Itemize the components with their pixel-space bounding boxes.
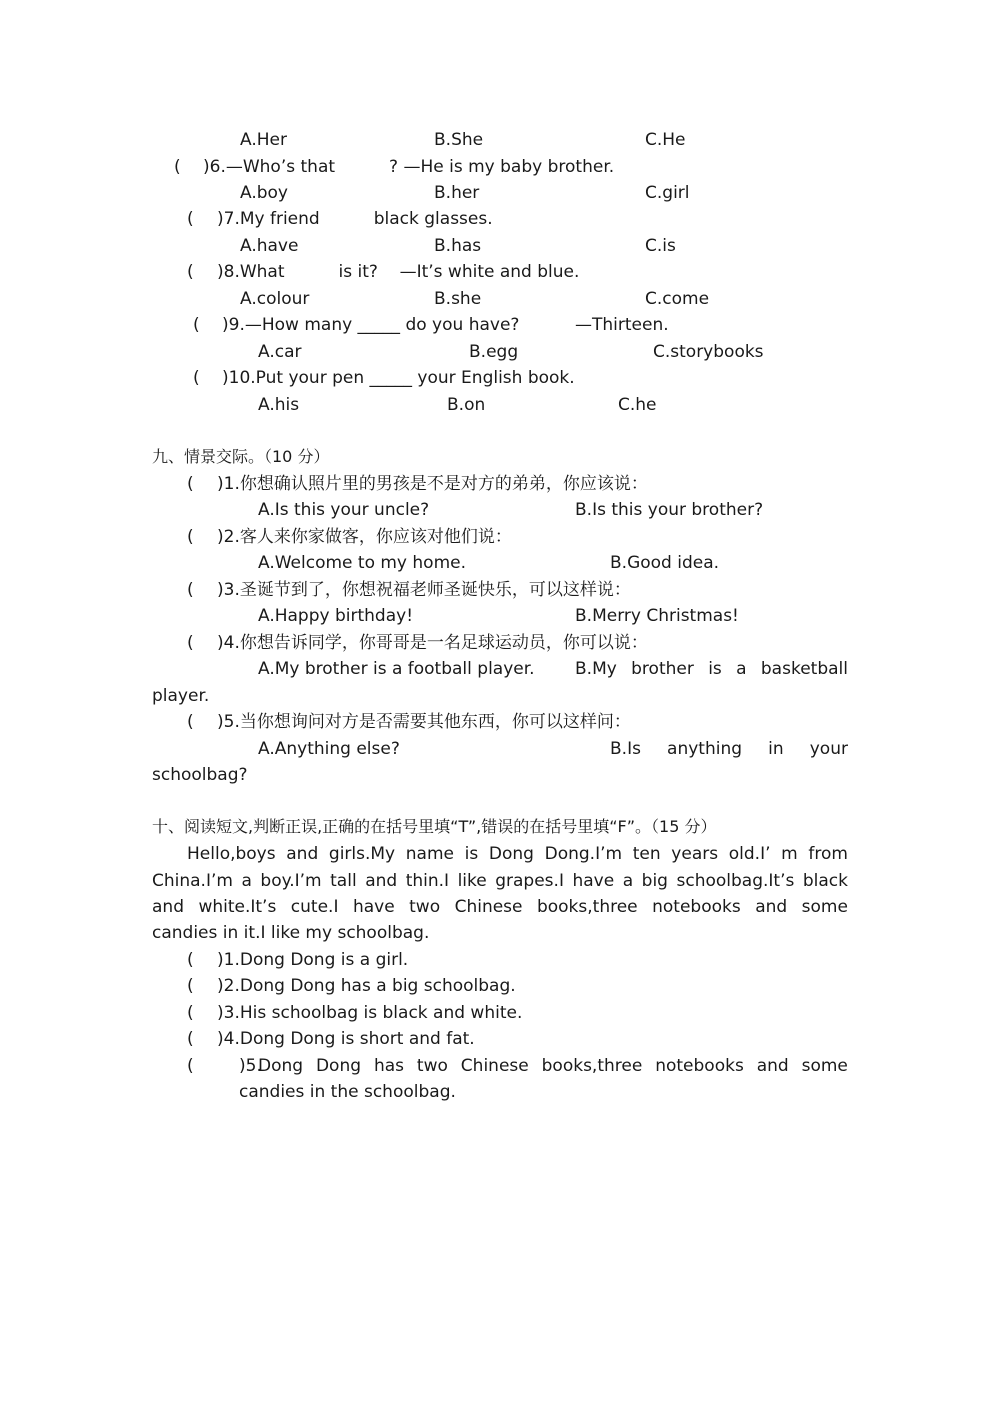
word: m [781,844,798,864]
word: a [736,659,747,679]
s10-q4-text: )4.Dong Dong is short and fat. [217,1029,475,1049]
word: white.It’s [198,897,277,917]
s9-q4-option-b-cont: player. [152,686,210,706]
word: Dong [315,1056,362,1076]
word: boy.I’m [260,871,322,891]
s10-q3-paren: ( [187,1003,194,1023]
word: a [241,871,252,891]
s10-q5-prefix: )5. [239,1056,262,1076]
section9-title: 九、情景交际。（10 分） [152,447,330,466]
s9-q1-option-a: A.Is this your uncle? [258,500,430,520]
q10-option-c: C.he [618,395,657,415]
q9-option-c: C.storybooks [653,342,764,362]
q7-option-c: C.is [645,236,676,256]
s9-q5-text: )5.当你想询问对方是否需要其他东西，你可以这样问： [217,712,631,732]
q10-text: )10.Put your pen _____ your English book. [222,368,575,388]
word: Dong.I’m [544,844,623,864]
word: some [801,1056,848,1076]
word: Chinese [460,1056,529,1076]
s9-q4-option-a: A.My brother is a football player. [258,659,535,679]
s10-q5-text-cont: candies in the schoolbag. [239,1082,456,1102]
passage-line-1 [187,843,848,865]
word: basketball [760,659,848,679]
s10-q1-paren: ( [187,950,194,970]
s9-q5-option-a: A.Anything else? [258,739,400,759]
word: girls.My [328,844,396,864]
word: two [416,1056,448,1076]
q9-option-a: A.car [258,342,302,362]
word: grapes.I [495,871,564,891]
word: anything [667,739,743,759]
s10-q5-text [258,1055,848,1077]
word: books,three [536,897,638,917]
word: a [622,871,634,891]
q8-option-a: A.colour [240,289,310,309]
s9-q3-paren: ( [187,580,194,600]
s9-q5-paren: ( [187,712,194,732]
word: have [572,871,615,891]
q8-option-c: C.come [645,289,710,309]
passage-line-4: candies in it.I like my schoolbag. [152,923,430,943]
word: tall [330,871,357,891]
s9-q3-option-b: B.Merry Christmas! [575,606,739,626]
s9-q4-option-b [575,658,848,680]
word: and [286,844,319,864]
q6-option-c: C.girl [645,183,690,203]
word: China.I’m [152,871,233,891]
passage-line-3 [152,896,848,918]
q6-paren: ( [174,157,181,177]
q10-option-b: B.on [447,395,486,415]
q7-text: )7.My friend black glasses. [217,209,493,229]
word: some [801,897,848,917]
word: B.My [575,659,617,679]
s10-q1-text: )1.Dong Dong is a girl. [217,950,409,970]
word: books,three [541,1056,643,1076]
q8-paren: ( [187,262,194,282]
q7-option-a: A.have [240,236,299,256]
s10-q2-paren: ( [187,976,194,996]
word: Dong [258,1056,304,1076]
q10-option-a: A.his [258,395,300,415]
word: notebooks [652,897,741,917]
s10-q5-paren: ( [187,1056,194,1076]
s9-q5-option-b [610,738,848,760]
word: years [671,844,719,864]
q5-option-a: A.Her [240,130,287,150]
word: ten [632,844,661,864]
s9-q3-text: )3.圣诞节到了，你想祝福老师圣诞快乐，可以这样说： [217,580,631,600]
word: Dong [488,844,534,864]
q8-option-b: B.she [434,289,482,309]
s9-q4-paren: ( [187,633,194,653]
s9-q2-option-b: B.Good idea. [610,553,720,573]
s10-q4-paren: ( [187,1029,194,1049]
q5-option-c: C.He [645,130,686,150]
word: thin.I [405,871,450,891]
q9-paren: ( [193,315,200,335]
word: notebooks [655,1056,744,1076]
s9-q1-option-b: B.Is this your brother? [575,500,764,520]
s9-q2-option-a: A.Welcome to my home. [258,553,466,573]
word: name [405,844,454,864]
q10-paren: ( [193,368,200,388]
word: big [641,871,668,891]
word: has [373,1056,404,1076]
word: and [756,1056,789,1076]
s9-q4-text: )4.你想告诉同学，你哥哥是一名足球运动员，你可以说： [217,633,648,653]
word: like [457,871,487,891]
word: cute.I [290,897,339,917]
s10-q3-text: )3.His schoolbag is black and white. [217,1003,523,1023]
word: old.I’ [728,844,771,864]
word: from [808,844,848,864]
word: Hello,boys [187,844,276,864]
q9-option-b: B.egg [469,342,519,362]
q6-text: )6.—Who’s that ? —He is my baby brother. [203,157,615,177]
s9-q3-option-a: A.Happy birthday! [258,606,414,626]
word: and [755,897,788,917]
word: and [152,897,184,917]
s9-q1-text: )1.你想确认照片里的男孩是不是对方的弟弟，你应该说： [217,474,648,494]
word: is [708,659,722,679]
passage-line-2 [152,870,848,892]
q9-text: )9.—How many _____ do you have? [222,315,520,335]
word: schoolbag.It’s [676,871,795,891]
q9-answer: —Thirteen. [575,315,669,335]
q6-option-a: A.boy [240,183,288,203]
s9-q2-paren: ( [187,527,194,547]
s9-q2-text: )2.客人来你家做客，你应该对他们说： [217,527,512,547]
word: Chinese [454,897,523,917]
s9-q5-option-b-cont: schoolbag? [152,765,248,785]
word: brother [631,659,694,679]
s10-q2-text: )2.Dong Dong has a big schoolbag. [217,976,516,996]
word: two [409,897,441,917]
s9-q1-paren: ( [187,474,194,494]
section10-title: 十、阅读短文,判断正误,正确的在括号里填“T”,错误的在括号里填“F”。（15 分） [152,817,717,836]
q5-option-b: B.She [434,130,484,150]
q7-paren: ( [187,209,194,229]
word: black [802,871,848,891]
word: your [809,739,848,759]
q6-option-b: B.her [434,183,480,203]
word: B.Is [610,739,641,759]
word: and [365,871,398,891]
q8-text: )8.What is it? —It’s white and blue. [217,262,580,282]
word: have [352,897,395,917]
q7-option-b: B.has [434,236,482,256]
word: is [464,844,479,864]
word: in [768,739,784,759]
